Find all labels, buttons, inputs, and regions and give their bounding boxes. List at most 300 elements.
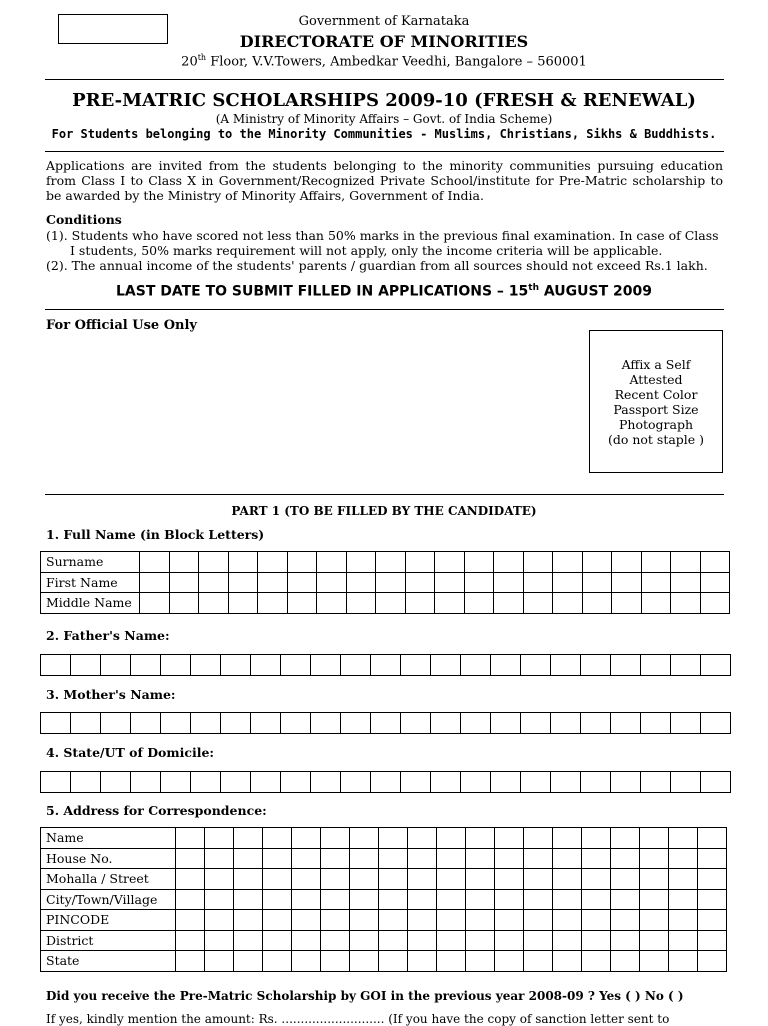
letter-box[interactable] — [371, 655, 401, 676]
previous-year-question: Did you receive the Pre-Matric Scholarship by GOI in the previous year 2008-09 ? Yes ( ) No ( ) — [46, 989, 684, 1003]
letter-box[interactable] — [41, 772, 71, 793]
letter-box[interactable] — [408, 889, 437, 910]
letter-box[interactable] — [311, 655, 341, 676]
letter-box[interactable] — [611, 828, 640, 849]
letter-box[interactable] — [612, 552, 642, 573]
letter-box[interactable] — [350, 910, 379, 931]
letter-box[interactable] — [641, 713, 671, 734]
letter-box[interactable] — [205, 869, 234, 890]
letter-box[interactable] — [205, 910, 234, 931]
letter-box[interactable] — [191, 772, 221, 793]
letter-box[interactable] — [466, 910, 495, 931]
letter-box[interactable] — [176, 848, 205, 869]
letter-box[interactable] — [495, 869, 524, 890]
letter-box[interactable] — [553, 951, 582, 972]
letter-box[interactable] — [350, 930, 379, 951]
letter-box[interactable] — [263, 910, 292, 931]
letter-box[interactable] — [131, 772, 161, 793]
letter-box[interactable] — [408, 828, 437, 849]
letter-box[interactable] — [437, 869, 466, 890]
grid-row-label: PINCODE — [41, 910, 176, 931]
address-grid — [40, 827, 727, 972]
letter-box[interactable] — [131, 713, 161, 734]
letter-box[interactable] — [408, 930, 437, 951]
letter-box[interactable] — [405, 593, 435, 614]
photo-box[interactable] — [589, 330, 723, 473]
letter-box[interactable] — [251, 772, 281, 793]
letter-box[interactable] — [437, 848, 466, 869]
letter-box[interactable] — [292, 889, 321, 910]
letter-box[interactable] — [292, 869, 321, 890]
letter-box[interactable] — [524, 869, 553, 890]
letter-box[interactable] — [346, 572, 376, 593]
letter-box[interactable] — [371, 772, 401, 793]
letter-box[interactable] — [234, 889, 263, 910]
letter-box[interactable] — [292, 848, 321, 869]
letter-box[interactable] — [523, 572, 553, 593]
letter-box[interactable] — [234, 869, 263, 890]
letter-box[interactable] — [698, 869, 727, 890]
letter-box[interactable] — [524, 951, 553, 972]
letter-box[interactable] — [71, 655, 101, 676]
letter-box[interactable] — [169, 593, 199, 614]
letter-box[interactable] — [287, 552, 317, 573]
letter-box[interactable] — [435, 593, 465, 614]
letter-box[interactable] — [379, 848, 408, 869]
letter-box[interactable] — [161, 713, 191, 734]
letter-box[interactable] — [263, 889, 292, 910]
letter-box[interactable] — [671, 655, 701, 676]
letter-box[interactable] — [582, 951, 611, 972]
letter-box[interactable] — [494, 593, 524, 614]
letter-box[interactable] — [437, 930, 466, 951]
letter-box[interactable] — [698, 951, 727, 972]
letter-box[interactable] — [700, 552, 730, 573]
letter-box[interactable] — [582, 930, 611, 951]
letter-box[interactable] — [292, 951, 321, 972]
letter-box[interactable] — [612, 593, 642, 614]
letter-box[interactable] — [553, 869, 582, 890]
letter-box[interactable] — [131, 655, 161, 676]
letter-box[interactable] — [161, 655, 191, 676]
letter-box[interactable] — [41, 713, 71, 734]
letter-box[interactable] — [641, 552, 671, 573]
photo-instruction-line: Recent Color — [614, 386, 698, 402]
letter-box[interactable] — [311, 713, 341, 734]
letter-box[interactable] — [521, 655, 551, 676]
letter-box[interactable] — [191, 713, 221, 734]
letter-box[interactable] — [461, 655, 491, 676]
letter-box[interactable] — [263, 828, 292, 849]
letter-box[interactable] — [379, 951, 408, 972]
letter-box[interactable] — [553, 910, 582, 931]
letter-box[interactable] — [408, 848, 437, 869]
letter-box[interactable] — [401, 772, 431, 793]
letter-box[interactable] — [524, 828, 553, 849]
letter-box[interactable] — [581, 713, 611, 734]
letter-box[interactable] — [521, 713, 551, 734]
letter-box[interactable] — [466, 930, 495, 951]
letter-box[interactable] — [205, 889, 234, 910]
letter-box[interactable] — [401, 713, 431, 734]
letter-box[interactable] — [205, 848, 234, 869]
letter-box[interactable] — [582, 828, 611, 849]
letter-box[interactable] — [582, 910, 611, 931]
letter-box[interactable] — [234, 828, 263, 849]
letter-box[interactable] — [41, 655, 71, 676]
letter-box[interactable] — [611, 930, 640, 951]
letter-box[interactable] — [611, 848, 640, 869]
letter-box[interactable] — [376, 552, 406, 573]
letter-box[interactable] — [641, 655, 671, 676]
grid-row — [41, 848, 727, 869]
letter-box[interactable] — [341, 713, 371, 734]
letter-box[interactable] — [379, 910, 408, 931]
letter-box[interactable] — [321, 828, 350, 849]
letter-box[interactable] — [101, 772, 131, 793]
letter-box[interactable] — [491, 772, 521, 793]
letter-box[interactable] — [553, 552, 583, 573]
letter-box[interactable] — [281, 713, 311, 734]
letter-box[interactable] — [176, 951, 205, 972]
letter-box[interactable] — [464, 572, 494, 593]
letter-box[interactable] — [553, 930, 582, 951]
letter-box[interactable] — [491, 713, 521, 734]
letter-box[interactable] — [671, 593, 701, 614]
letter-box[interactable] — [495, 951, 524, 972]
letter-box[interactable] — [611, 889, 640, 910]
letter-box[interactable] — [71, 772, 101, 793]
letter-box[interactable] — [669, 869, 698, 890]
letter-box[interactable] — [640, 889, 669, 910]
letter-box[interactable] — [669, 951, 698, 972]
letter-box[interactable] — [234, 930, 263, 951]
letter-box[interactable] — [669, 930, 698, 951]
letter-box[interactable] — [317, 593, 347, 614]
letter-box[interactable] — [263, 869, 292, 890]
letter-box[interactable] — [101, 713, 131, 734]
letter-box[interactable] — [640, 828, 669, 849]
government-name: Government of Karnataka — [298, 14, 470, 29]
letter-box[interactable] — [671, 713, 701, 734]
letter-box[interactable] — [258, 593, 288, 614]
letter-box[interactable] — [640, 869, 669, 890]
letter-box[interactable] — [263, 848, 292, 869]
letter-box[interactable] — [408, 869, 437, 890]
letter-box[interactable] — [611, 772, 641, 793]
letter-box[interactable] — [701, 655, 731, 676]
letter-box[interactable] — [435, 552, 465, 573]
letter-box[interactable] — [350, 889, 379, 910]
letter-box[interactable] — [350, 951, 379, 972]
letter-box[interactable] — [341, 655, 371, 676]
grid-row — [41, 951, 727, 972]
letter-box[interactable] — [251, 713, 281, 734]
grid-row — [41, 930, 727, 951]
grid-row-label: Name — [41, 828, 176, 849]
letter-box[interactable] — [292, 930, 321, 951]
letter-box[interactable] — [169, 552, 199, 573]
grid-row-label: City/Town/Village — [41, 889, 176, 910]
letter-box[interactable] — [495, 828, 524, 849]
grid-row-label: State — [41, 951, 176, 972]
letter-box[interactable] — [524, 910, 553, 931]
letter-box[interactable] — [321, 869, 350, 890]
grid-row — [41, 910, 727, 931]
letter-box[interactable] — [350, 869, 379, 890]
letter-box[interactable] — [582, 552, 612, 573]
grid-row — [41, 655, 731, 676]
grid-row — [41, 572, 730, 593]
letter-box[interactable] — [199, 552, 229, 573]
letter-box[interactable] — [582, 572, 612, 593]
letter-box[interactable] — [698, 828, 727, 849]
state-domicile-grid — [40, 771, 731, 793]
letter-box[interactable] — [234, 848, 263, 869]
letter-box[interactable] — [641, 593, 671, 614]
letter-box[interactable] — [221, 655, 251, 676]
letter-box[interactable] — [612, 572, 642, 593]
letter-box[interactable] — [553, 572, 583, 593]
letter-box[interactable] — [371, 713, 401, 734]
letter-box[interactable] — [228, 572, 258, 593]
grid-row — [41, 828, 727, 849]
letter-box[interactable] — [435, 572, 465, 593]
letter-box[interactable] — [523, 552, 553, 573]
letter-box[interactable] — [405, 552, 435, 573]
letter-box[interactable] — [698, 930, 727, 951]
ministry-subtitle: (A Ministry of Minority Affairs – Govt. of India Scheme) — [215, 112, 553, 126]
letter-box[interactable] — [701, 772, 731, 793]
letter-box[interactable] — [611, 713, 641, 734]
letter-box[interactable] — [234, 910, 263, 931]
letter-box[interactable] — [524, 848, 553, 869]
letter-box[interactable] — [551, 772, 581, 793]
letter-box[interactable] — [495, 848, 524, 869]
letter-box[interactable] — [169, 572, 199, 593]
letter-box[interactable] — [669, 889, 698, 910]
letter-box[interactable] — [321, 930, 350, 951]
letter-box[interactable] — [263, 930, 292, 951]
full-name-label: 1. Full Name (in Block Letters) — [46, 527, 265, 542]
conditions-title: Conditions — [46, 212, 122, 227]
full-name-grid — [40, 551, 730, 614]
letter-box[interactable] — [234, 951, 263, 972]
letter-box[interactable] — [292, 828, 321, 849]
letter-box[interactable] — [140, 572, 170, 593]
photo-instruction-line: Affix a Self — [621, 356, 691, 372]
letter-box[interactable] — [317, 552, 347, 573]
letter-box[interactable] — [321, 889, 350, 910]
letter-box[interactable] — [176, 828, 205, 849]
letter-box[interactable] — [669, 848, 698, 869]
letter-box[interactable] — [376, 593, 406, 614]
letter-box[interactable] — [464, 593, 494, 614]
letter-box[interactable] — [431, 713, 461, 734]
letter-box[interactable] — [640, 910, 669, 931]
letter-box[interactable] — [350, 848, 379, 869]
letter-box[interactable] — [221, 772, 251, 793]
letter-box[interactable] — [524, 889, 553, 910]
letter-box[interactable] — [521, 772, 551, 793]
letter-box[interactable] — [551, 655, 581, 676]
letter-box[interactable] — [701, 713, 731, 734]
letter-box[interactable] — [669, 910, 698, 931]
letter-box[interactable] — [341, 772, 371, 793]
letter-box[interactable] — [379, 889, 408, 910]
letter-box[interactable] — [437, 951, 466, 972]
letter-box[interactable] — [611, 951, 640, 972]
letter-box[interactable] — [437, 889, 466, 910]
letter-box[interactable] — [461, 713, 491, 734]
letter-box[interactable] — [321, 951, 350, 972]
letter-box[interactable] — [582, 889, 611, 910]
letter-box[interactable] — [292, 910, 321, 931]
letter-box[interactable] — [641, 572, 671, 593]
grid-row-label: Middle Name — [41, 593, 140, 614]
letter-box[interactable] — [524, 930, 553, 951]
letter-box[interactable] — [494, 552, 524, 573]
letter-box[interactable] — [553, 848, 582, 869]
letter-box[interactable] — [495, 930, 524, 951]
letter-box[interactable] — [466, 848, 495, 869]
directorate-name: DIRECTORATE OF MINORITIES — [239, 32, 529, 51]
letter-box[interactable] — [700, 593, 730, 614]
letter-box[interactable] — [140, 552, 170, 573]
letter-box[interactable] — [263, 951, 292, 972]
letter-box[interactable] — [466, 951, 495, 972]
letter-box[interactable] — [191, 655, 221, 676]
letter-box[interactable] — [495, 889, 524, 910]
letter-box[interactable] — [379, 930, 408, 951]
intro-paragraph: Applications are invited from the students belonging to the minority communities pursuing education from Class I to Class X in Government/Recognized Private School/institute for Pre-Matric scholarship to be awarded by the Ministry of Minority Affairs, Government of India. — [46, 158, 723, 203]
letter-box[interactable] — [161, 772, 191, 793]
letter-box[interactable] — [553, 828, 582, 849]
directorate-address: 20th Floor, V.V.Towers, Ambedkar Veedhi, Bangalore – 560001 — [181, 53, 587, 70]
letter-box[interactable] — [551, 713, 581, 734]
grid-row-label: Mohalla / Street — [41, 869, 176, 890]
letter-box[interactable] — [71, 713, 101, 734]
letter-box[interactable] — [350, 828, 379, 849]
letter-box[interactable] — [611, 869, 640, 890]
grid-row — [41, 713, 731, 734]
mother-name-label: 3. Mother's Name: — [46, 687, 176, 702]
letter-box[interactable] — [176, 889, 205, 910]
letter-box[interactable] — [461, 772, 491, 793]
letter-box[interactable] — [495, 910, 524, 931]
letter-box[interactable] — [698, 889, 727, 910]
letter-box[interactable] — [101, 655, 131, 676]
letter-box[interactable] — [553, 593, 583, 614]
letter-box[interactable] — [321, 910, 350, 931]
letter-box[interactable] — [317, 572, 347, 593]
letter-box[interactable] — [176, 910, 205, 931]
letter-box[interactable] — [671, 572, 701, 593]
amount-line: If yes, kindly mention the amount: Rs. ........................... (If you have the copy of sanction letter sent to — [46, 1012, 670, 1026]
letter-box[interactable] — [466, 869, 495, 890]
title-divider — [45, 151, 724, 152]
letter-box[interactable] — [258, 552, 288, 573]
letter-box[interactable] — [582, 869, 611, 890]
letter-box[interactable] — [408, 951, 437, 972]
letter-box[interactable] — [431, 772, 461, 793]
letter-box[interactable] — [466, 828, 495, 849]
last-date-notice: LAST DATE TO SUBMIT FILLED IN APPLICATIONS – 15th AUGUST 2009 — [115, 283, 652, 300]
letter-box[interactable] — [346, 593, 376, 614]
letter-box[interactable] — [640, 930, 669, 951]
letter-box[interactable] — [176, 930, 205, 951]
letter-box[interactable] — [700, 572, 730, 593]
photo-instruction-line: Attested — [629, 371, 683, 387]
letter-box[interactable] — [346, 552, 376, 573]
letter-box[interactable] — [494, 572, 524, 593]
letter-box[interactable] — [205, 951, 234, 972]
letter-box[interactable] — [228, 593, 258, 614]
letter-box[interactable] — [491, 655, 521, 676]
letter-box[interactable] — [287, 593, 317, 614]
letter-box[interactable] — [464, 552, 494, 573]
letter-box[interactable] — [140, 593, 170, 614]
letter-box[interactable] — [379, 869, 408, 890]
letter-box[interactable] — [582, 593, 612, 614]
letter-box[interactable] — [205, 828, 234, 849]
last-date-divider — [45, 309, 724, 310]
letter-box[interactable] — [251, 655, 281, 676]
letter-box[interactable] — [281, 655, 311, 676]
letter-box[interactable] — [205, 930, 234, 951]
letter-box[interactable] — [405, 572, 435, 593]
letter-box[interactable] — [553, 889, 582, 910]
letter-box[interactable] — [221, 713, 251, 734]
letter-box[interactable] — [581, 772, 611, 793]
letter-box[interactable] — [311, 772, 341, 793]
letter-box[interactable] — [466, 889, 495, 910]
letter-box[interactable] — [611, 910, 640, 931]
letter-box[interactable] — [199, 593, 229, 614]
letter-box[interactable] — [376, 572, 406, 593]
letter-box[interactable] — [176, 869, 205, 890]
letter-box[interactable] — [258, 572, 288, 593]
letter-box[interactable] — [640, 951, 669, 972]
letter-box[interactable] — [199, 572, 229, 593]
letter-box[interactable] — [611, 655, 641, 676]
letter-box[interactable] — [379, 828, 408, 849]
grid-row-label: First Name — [41, 572, 140, 593]
letter-box[interactable] — [437, 828, 466, 849]
letter-box[interactable] — [408, 910, 437, 931]
letter-box[interactable] — [698, 910, 727, 931]
letter-box[interactable] — [523, 593, 553, 614]
letter-box[interactable] — [669, 828, 698, 849]
grid-row — [41, 869, 727, 890]
letter-box[interactable] — [431, 655, 461, 676]
letter-box[interactable] — [698, 848, 727, 869]
grid-row — [41, 552, 730, 573]
letter-box[interactable] — [321, 848, 350, 869]
letter-box[interactable] — [401, 655, 431, 676]
father-name-label: 2. Father's Name: — [46, 628, 170, 643]
letter-box[interactable] — [437, 910, 466, 931]
letter-box[interactable] — [582, 848, 611, 869]
letter-box[interactable] — [640, 848, 669, 869]
letter-box[interactable] — [671, 772, 701, 793]
letter-box[interactable] — [641, 772, 671, 793]
letter-box[interactable] — [581, 655, 611, 676]
letter-box[interactable] — [228, 552, 258, 573]
letter-box[interactable] — [281, 772, 311, 793]
letter-box[interactable] — [671, 552, 701, 573]
letter-box[interactable] — [287, 572, 317, 593]
